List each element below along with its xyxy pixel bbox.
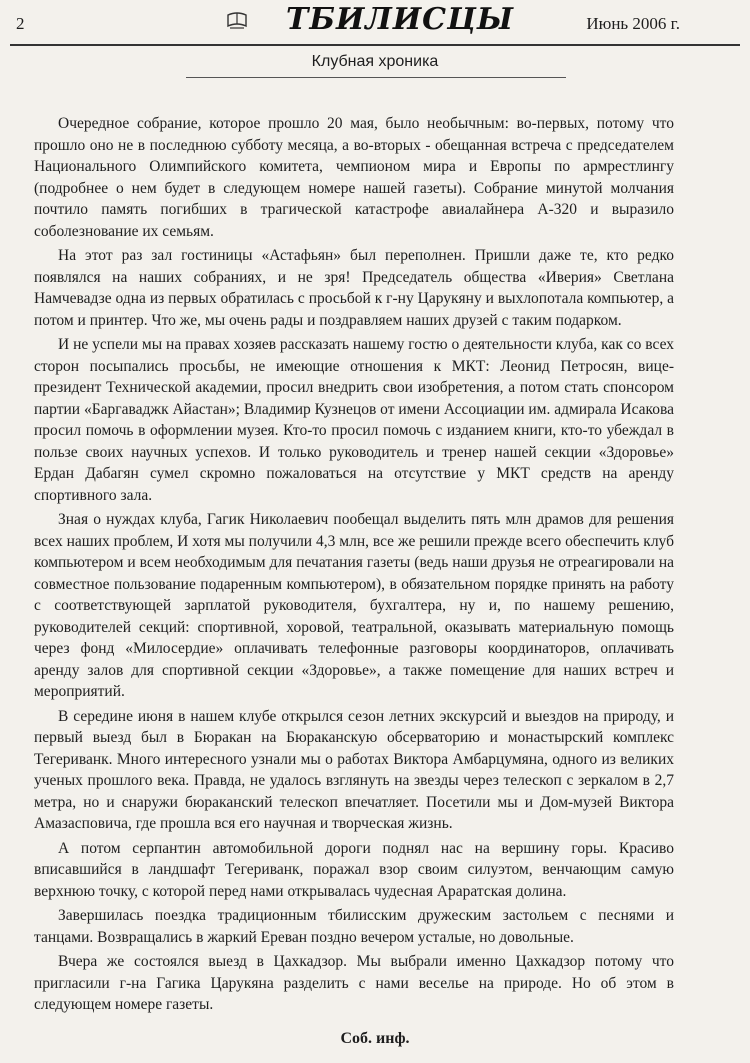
section-title: Клубная хроника xyxy=(311,53,439,70)
article-paragraph: Завершилась поездка традиционным тбилисским дружеским застольем с песнями и танцами. Возвращались в жаркий Ереван поздно вечером усталые, но довольные. xyxy=(34,907,674,946)
article-paragraph: Зная о нуждах клуба, Гагик Николаевич пообещал выделить пять млн драмов для решения всех наших проблем, И хотя мы получили 4,3 млн, все же решили прежде всего обеспечить клуб компьютером и всем необходимым для печатания газеты (ведь наши друзья не отреагировали на совместное пользование подаренным компьютером), в обязательном порядке принять на работу с соответствующей зарплатой руководителя, бухгалтера, ну и, по нашему решению, руководителей секций: спортивной, хоровой, театральной, оказывать материальную помощь через фонд «Милосердие» оплачивать телефонные разговоры координаторов, оплачивать аренду залов для спортивной секции «Здоровье», а также помещение для наших встреч и мероприятий. xyxy=(34,511,674,700)
page-header xyxy=(0,0,750,44)
header-divider xyxy=(10,44,740,46)
article-paragraph: Очередное собрание, которое прошло 20 мая, было необычным: во-первых, потому что прошло оно не в последнюю субботу месяца, а во-вторых - обещанная встреча с председателем Национального Олимпийского комитета, чемпионом мира и Европы по армрестлингу (подробнее о нем будет в следующем номере нашей газеты). Собрание минутой молчания почтило память погибших в трагической катастрофе авиалайнера А-320 и выразило соболезнование их семьям. xyxy=(34,115,674,240)
article-paragraph: На этот раз зал гостиницы «Астафьян» был переполнен. Пришли даже те, кто редко появлялся на наших собраниях, и не зря! Председатель общества «Иверия» Светлана Намчевадзе одна из первых обратилась с просьбой к г-ну Царукяну и выхлопотала компьютер, а потом и принтер. Что же, мы очень рады и поздравляем наших друзей с таким подарком. xyxy=(34,247,674,329)
article-paragraph: В середине июня в нашем клубе открылся сезон летних экскурсий и выездов на природу, и первый выезд был в Бюракан на Бюраканскую обсерваторию и монастырский комплекс Тегериванк. Много интересного узнали мы о работах Виктора Амбарцумяна, одного из великих ученых прошлого века. Правда, не удалось взглянуть на звезды через телескоп с зеркалом в 2,7 метра, но и снаружи бюраканский телескоп впечатляет. Посетили мы и Дом-музей Виктора Амазасповича, где прошла вся его научная и творческая жизнь. xyxy=(34,707,674,832)
article-signature: Соб. инф. xyxy=(340,1030,410,1047)
article-paragraph: Вчера же состоялся выезд в Цахкадзор. Мы выбрали именно Цахкадзор потому что пригласили г-на Гагика Царукяна разделить с нами веселье на природе. Но об этом в следующем номере газеты. xyxy=(34,953,674,1013)
book-icon xyxy=(226,10,248,30)
issue-date: Июнь 2006 г. xyxy=(586,14,680,33)
page-number: 2 xyxy=(16,14,25,33)
article-paragraph: И не успели мы на правах хозяев рассказать нашему гостю о деятельности клуба, как со всех сторон посыпались просьбы, не имеющие отношения к МКТ: Леонид Петросян, вице-президент Технической академии, просил внедрить свои изобретения, а потом стать спонсором партии «Баргаваджк Айастан»; Владимир Кузнецов от имени Ассоциации им. адмирала Исакова просил помочь в оформлении музея. Кто-то просил помочь с изданием книги, кто-то убеждал в пользе своих научных успехов. И только руководитель и тренер нашей секции «Здоровье» Ердан Дабагян сумел скромно пожаловаться на отсутствие у МКТ средств на аренду спортивного зала. xyxy=(34,336,674,504)
article-body xyxy=(34,113,674,1019)
article-paragraph: А потом серпантин автомобильной дороги поднял нас на вершину горы. Красиво вписавшийся в ландшафт Тегериванк, поражал взор своим силуэтом, венчающим самую верхнюю точку, с которой перед нами открывалась чудесная Араратская долина. xyxy=(34,839,674,900)
newspaper-logo: ТБИЛИСЦЫ xyxy=(286,2,515,37)
section-divider xyxy=(186,77,566,78)
